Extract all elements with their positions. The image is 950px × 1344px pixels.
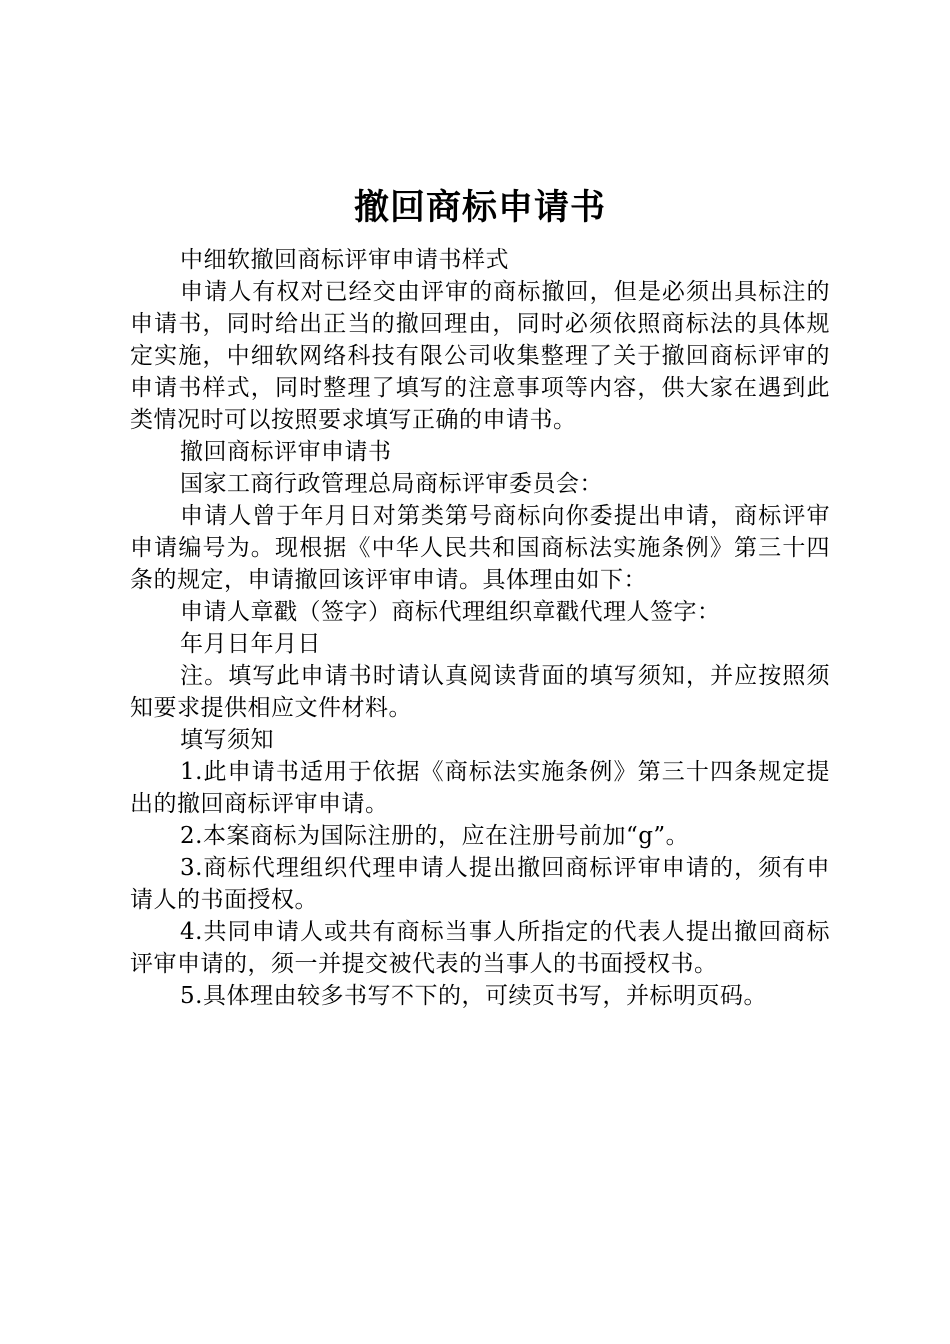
paragraph-instructions-heading: 填写须知 bbox=[180, 727, 274, 753]
paragraph-dates: 年月日年月日 bbox=[180, 631, 321, 657]
paragraph-request-body: 申请人曾于年月日对第类第号商标向你委提出申请，商标评审申请编号为。现根据《中华人民共和国商标法实施条例》第三十四条的规定，申请撤回该评审申请。具体理由如下： bbox=[130, 503, 830, 593]
paragraph-addressee: 国家工商行政管理总局商标评审委员会： bbox=[180, 471, 603, 497]
instruction-item-5: 5.具体理由较多书写不下的，可续页书写，并标明页码。 bbox=[180, 983, 767, 1009]
instruction-item-4: 4.共同申请人或共有商标当事人所指定的代表人提出撤回商标评审申请的，须一并提交被代表的当事人的书面授权书。 bbox=[130, 919, 830, 977]
instruction-item-3: 3.商标代理组织代理申请人提出撤回商标评审申请的，须有申请人的书面授权。 bbox=[130, 855, 830, 913]
instruction-item-1: 1.此申请书适用于依据《商标法实施条例》第三十四条规定提出的撤回商标评审申请。 bbox=[130, 759, 830, 817]
document-title: 撤回商标申请书 bbox=[353, 187, 606, 228]
paragraph-signatures: 申请人章戳（签字）商标代理组织章戳代理人签字： bbox=[180, 599, 721, 625]
document-page bbox=[130, 180, 830, 1012]
paragraph-subtitle: 中细软撤回商标评审申请书样式 bbox=[180, 247, 509, 273]
paragraph-intro: 申请人有权对已经交由评审的商标撤回，但是必须出具标注的申请书，同时给出正当的撤回理由，同时必须依照商标法的具体规定实施，中细软网络科技有限公司收集整理了关于撤回商标评审的申请书样式，同时整理了填写的注意事项等内容，供大家在遇到此类情况时可以按照要求填写正确的申请书。 bbox=[130, 279, 830, 433]
paragraph-form-title: 撤回商标评审申请书 bbox=[180, 439, 392, 465]
paragraph-note: 注。填写此申请书时请认真阅读背面的填写须知，并应按照须知要求提供相应文件材料。 bbox=[130, 663, 830, 721]
instruction-item-2: 2.本案商标为国际注册的，应在注册号前加“g”。 bbox=[180, 823, 690, 849]
